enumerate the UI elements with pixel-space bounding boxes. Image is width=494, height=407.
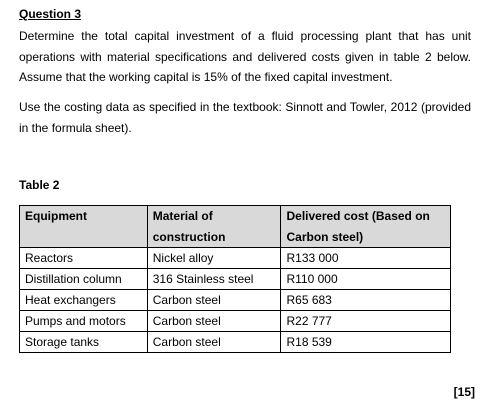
cell-material: Carbon steel bbox=[147, 332, 281, 353]
table-row bbox=[20, 311, 451, 332]
table-row bbox=[20, 248, 451, 269]
question-paragraph-1: Determine the total capital investment of a fluid processing plant that has unit operations with material specifications and delivered costs given in table 2 below. Assume that the working capital is 15% of the fixed capital investment. bbox=[19, 29, 471, 84]
header-delivered-cost: Delivered cost (Based on Carbon steel) bbox=[281, 206, 451, 248]
cell-cost: R133 000 bbox=[281, 248, 451, 269]
cell-cost: R18 539 bbox=[281, 332, 451, 353]
cell-cost: R22 777 bbox=[281, 311, 451, 332]
cell-equipment: Distillation column bbox=[20, 269, 148, 290]
question-paragraph-2: Use the costing data as specified in the textbook: Sinnott and Towler, 2012 (provided in the formula sheet). bbox=[19, 100, 471, 135]
cell-material: Nickel alloy bbox=[147, 248, 281, 269]
cell-equipment: Heat exchangers bbox=[20, 290, 148, 311]
cell-equipment: Storage tanks bbox=[20, 332, 148, 353]
cell-cost: R110 000 bbox=[281, 269, 451, 290]
table-title: Table 2 bbox=[19, 178, 60, 192]
header-material: Material of construction bbox=[147, 206, 281, 248]
cell-equipment: Reactors bbox=[20, 248, 148, 269]
cell-material: 316 Stainless steel bbox=[147, 269, 281, 290]
equipment-cost-table bbox=[19, 205, 451, 353]
header-equipment: Equipment bbox=[20, 206, 148, 248]
cell-material: Carbon steel bbox=[147, 290, 281, 311]
question-title: Question 3 bbox=[19, 7, 82, 21]
table-header-row bbox=[20, 206, 451, 248]
table-row bbox=[20, 332, 451, 353]
marks-total: [15] bbox=[453, 385, 475, 399]
table-row bbox=[20, 290, 451, 311]
cell-cost: R65 683 bbox=[281, 290, 451, 311]
table-row bbox=[20, 269, 451, 290]
cell-equipment: Pumps and motors bbox=[20, 311, 148, 332]
cell-material: Carbon steel bbox=[147, 311, 281, 332]
